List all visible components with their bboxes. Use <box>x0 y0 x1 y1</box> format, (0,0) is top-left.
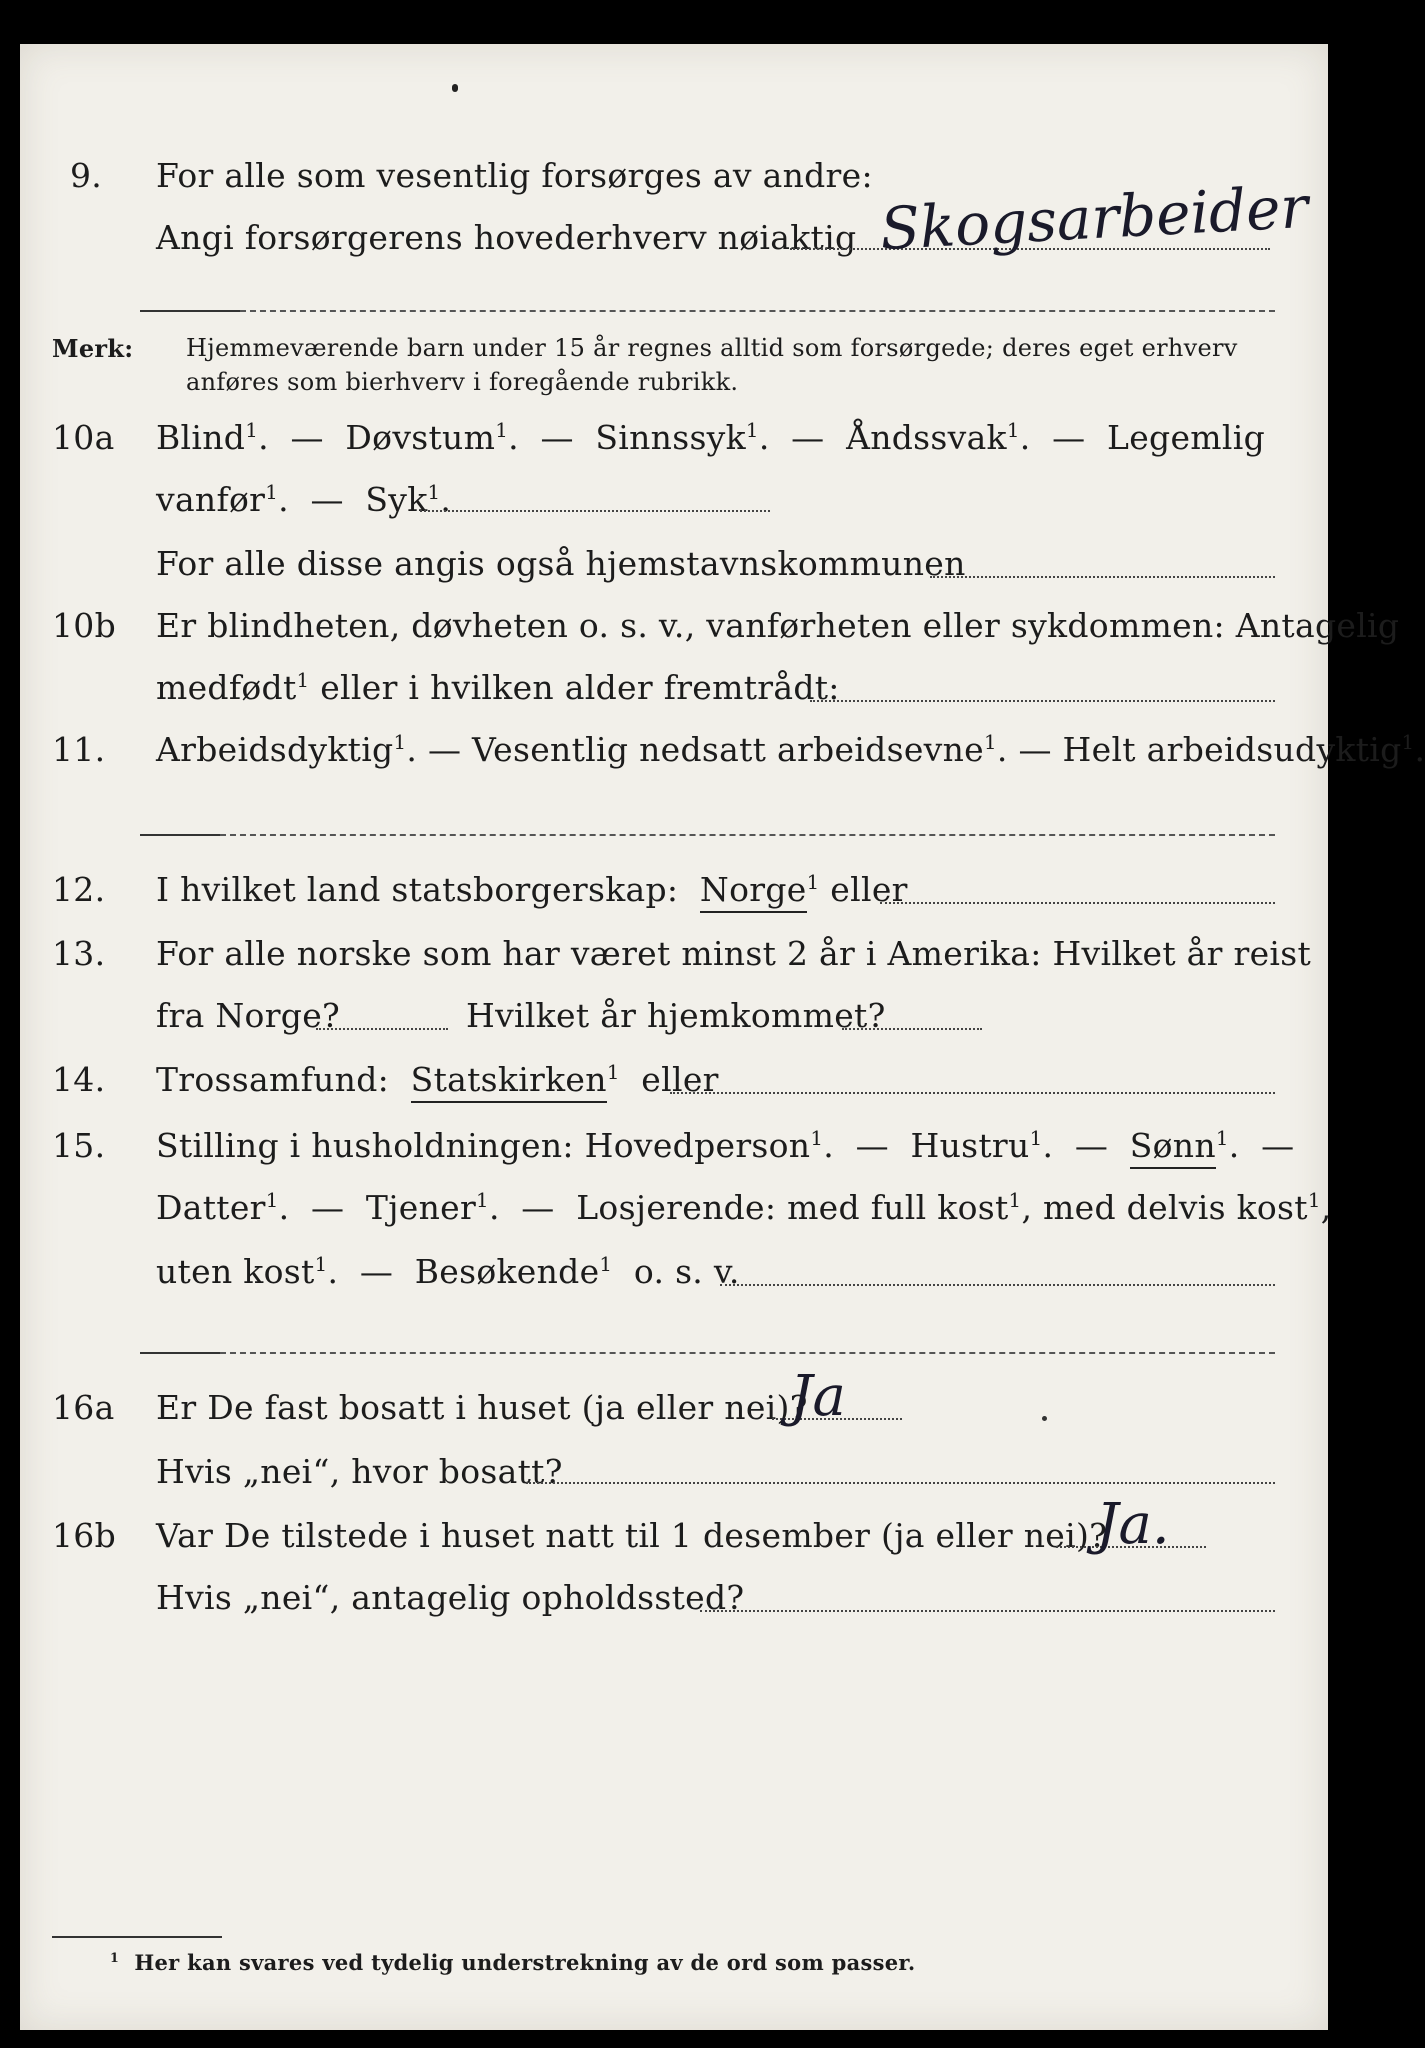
footnote-mark: 1 <box>806 871 820 894</box>
footnote-mark: 1 <box>983 731 997 754</box>
footnote-mark: 1 <box>1029 1127 1043 1150</box>
footnote-mark: 1 <box>1401 731 1415 754</box>
item-10b-answer-line <box>810 700 1275 702</box>
footnote-mark: 1 <box>265 1189 279 1212</box>
option-norge-underlined: Norge <box>700 870 807 913</box>
item-12-number: 12. <box>52 870 106 909</box>
item-10a-line2: vanfør$^1$. — Syk$^1$. <box>156 480 452 519</box>
item-9-handwritten-answer: Skogsarbeider <box>878 172 1310 264</box>
option-losjerende-full: Losjerende: med full kost <box>576 1188 1009 1227</box>
option-delvis-kost: med delvis kost <box>1043 1188 1308 1227</box>
item-15-line3: uten kost$^1$. — Besøkende$^1$ o. s. v. <box>156 1252 740 1291</box>
item-16a-text-1: Er De fast bosatt i huset (ja eller nei)? <box>156 1388 808 1427</box>
option-syk: Syk <box>365 480 428 519</box>
option-sonn-underlined: Sønn <box>1130 1126 1216 1169</box>
item-15-label: Stilling i husholdningen: <box>156 1126 574 1165</box>
option-statskirken-underlined: Statskirken <box>411 1060 607 1103</box>
option-blind: Blind <box>156 418 246 457</box>
item-16b-text-2: Hvis „nei“, antagelig opholdssted? <box>156 1578 745 1617</box>
item-16b-number: 16b <box>52 1516 117 1555</box>
footnote <box>110 1950 915 1975</box>
item-13-text-2a: fra Norge? <box>156 996 341 1035</box>
item-12-answer-line <box>880 902 1275 904</box>
item-14-or: eller <box>641 1060 719 1099</box>
separator-1 <box>140 310 240 312</box>
footnote-mark: 1 <box>393 731 407 754</box>
item-13-number: 13. <box>52 934 106 973</box>
item-15-osv: o. s. v. <box>633 1252 740 1291</box>
item-16b-line2 <box>156 1578 744 1617</box>
item-10b-text-2a: medfødt <box>156 668 297 707</box>
item-16a-where-line <box>526 1482 1275 1484</box>
footnote-mark: 1 <box>1215 1127 1229 1150</box>
separator-2 <box>140 834 220 836</box>
footnote-mark: 1 <box>1307 1189 1321 1212</box>
merk-line2 <box>186 368 738 396</box>
option-arbeidsdyktig: Arbeidsdyktig <box>156 730 394 769</box>
item-9-number: 9. <box>70 156 103 195</box>
footnote-mark: 1 <box>1008 1189 1022 1212</box>
item-10a-text-1: Blind$^1$. — Døvstum$^1$. — Sinnssyk$^1$. — Åndssvak$^1$. — Legemlig <box>156 418 1266 457</box>
footnote-mark: 1 <box>296 669 310 692</box>
footnote-rule <box>52 1936 222 1938</box>
item-13-left-line <box>316 1028 448 1030</box>
item-10a-line3 <box>156 544 966 583</box>
option-hustru: Hustru <box>910 1126 1030 1165</box>
item-10b-text-1: Er blindheten, døvheten o. s. v., vanførheten eller sykdommen: Antagelig <box>156 606 1400 645</box>
footnote-mark: 1 <box>314 1253 328 1276</box>
item-14-label: Trossamfund: <box>156 1060 390 1099</box>
item-10b-number: 10b <box>52 606 117 645</box>
option-legemlig: Legemlig <box>1107 418 1266 457</box>
item-12-label: I hvilket land statsborgerskap: <box>156 870 679 909</box>
merk-label: Merk: <box>52 334 134 363</box>
item-13-text-1: For alle norske som har været minst 2 år i Amerika: Hvilket år reist <box>156 934 1312 973</box>
separator-3-dotted <box>220 1352 1275 1354</box>
merk-line1 <box>52 334 1238 363</box>
item-12-text <box>156 870 908 909</box>
option-hovedperson: Hovedperson <box>584 1126 811 1165</box>
option-arbeidsudyktig: Helt arbeidsudyktig <box>1062 730 1402 769</box>
item-9-text-2: Angi forsørgerens hovederhverv nøiaktig <box>156 218 857 257</box>
option-andssvak: Åndssvak <box>846 418 1007 457</box>
option-dovstum: Døvstum <box>345 418 496 457</box>
footnote-mark: 1 <box>745 419 759 442</box>
footnote-mark: 1 <box>810 1127 824 1150</box>
separator-1-dotted <box>240 310 1275 312</box>
item-10a-number: 10a <box>52 418 115 457</box>
separator-3 <box>140 1352 220 1354</box>
item-16a-handwritten-answer: Ja <box>790 1364 846 1429</box>
item-12-or: eller <box>830 870 908 909</box>
option-nedsatt: Vesentlig nedsatt arbeidsevne <box>472 730 984 769</box>
item-11-number: 11. <box>52 730 106 769</box>
item-15-text-1: Stilling i husholdningen: Hovedperson$^1$. — Hustru$^1$. — Sønn$^1$. — <box>156 1126 1294 1165</box>
footnote-mark: 1 <box>265 481 279 504</box>
item-14-number: 14. <box>52 1060 106 1099</box>
item-14-answer-line <box>670 1092 1275 1094</box>
option-besokende: Besøkende <box>414 1252 600 1291</box>
footnote-number: 1 <box>110 1950 120 1965</box>
footnote-mark: 1 <box>245 419 259 442</box>
item-16b-handwritten-answer: Ja. <box>1096 1492 1170 1557</box>
footnote-text: Her kan svares ved tydelig understrekning av de ord som passer. <box>134 1950 916 1975</box>
item-16a-number: 16a <box>52 1388 115 1427</box>
option-sinnssyk: Sinnssyk <box>595 418 746 457</box>
stray-mark <box>452 84 458 92</box>
item-14-text <box>156 1060 719 1099</box>
item-13-right-line <box>842 1028 982 1030</box>
footnote-mark: 1 <box>476 1189 489 1212</box>
item-10b-line2 <box>156 668 840 707</box>
option-vanfor: vanfør <box>156 480 266 519</box>
option-tjener: Tjener <box>365 1188 477 1227</box>
item-10a-home-line <box>930 576 1275 578</box>
item-10a-text-3: For alle disse angis også hjemstavnskommunen <box>156 544 966 583</box>
item-9-text-1: For alle som vesentlig forsørges av andre: <box>156 156 873 195</box>
item-16a-text-2: Hvis „nei“, hvor bosatt? <box>156 1452 563 1491</box>
footnote-mark: 1 <box>1006 419 1020 442</box>
census-form-page <box>20 44 1425 2030</box>
separator-2-dotted <box>220 834 1275 836</box>
item-11-text: Arbeidsdyktig$^1$. — Vesentlig nedsatt arbeidsevne$^1$. — Helt arbeidsudyktig$^1$. <box>156 730 1425 769</box>
item-10b-text-2b: eller i hvilken alder fremtrådt: <box>309 668 840 707</box>
item-15-answer-line <box>720 1284 1275 1286</box>
footnote-mark: 1 <box>427 481 441 504</box>
footnote-mark: 1 <box>606 1061 620 1084</box>
footnote-mark: 1 <box>495 419 509 442</box>
item-13-line2 <box>156 996 886 1035</box>
option-datter: Datter <box>156 1188 266 1227</box>
merk-text-2: anføres som bierhverv i foregående rubrikk. <box>186 368 739 396</box>
option-uten-kost: uten kost <box>156 1252 315 1291</box>
merk-text-1: Hjemmeværende barn under 15 år regnes alltid som forsørgede; deres eget erhverv <box>186 334 1238 362</box>
item-15-line2: Datter$^1$. — Tjener$^1$. — Losjerende: med full kost$^1$, med delvis kost$^1$, <box>156 1188 1332 1227</box>
item-16a-line2 <box>156 1452 563 1491</box>
item-15-number: 15. <box>52 1126 106 1165</box>
item-16b-text-1: Var De tilstede i huset natt til 1 desember (ja eller nei)? <box>156 1516 1108 1555</box>
item-16b-place-line <box>700 1610 1275 1612</box>
item-10a-answer-line <box>420 510 770 512</box>
footnote-mark: 1 <box>599 1253 613 1276</box>
item-13-text-2b: Hvilket år hjemkommet? <box>466 996 886 1035</box>
stray-mark <box>1042 1416 1047 1421</box>
